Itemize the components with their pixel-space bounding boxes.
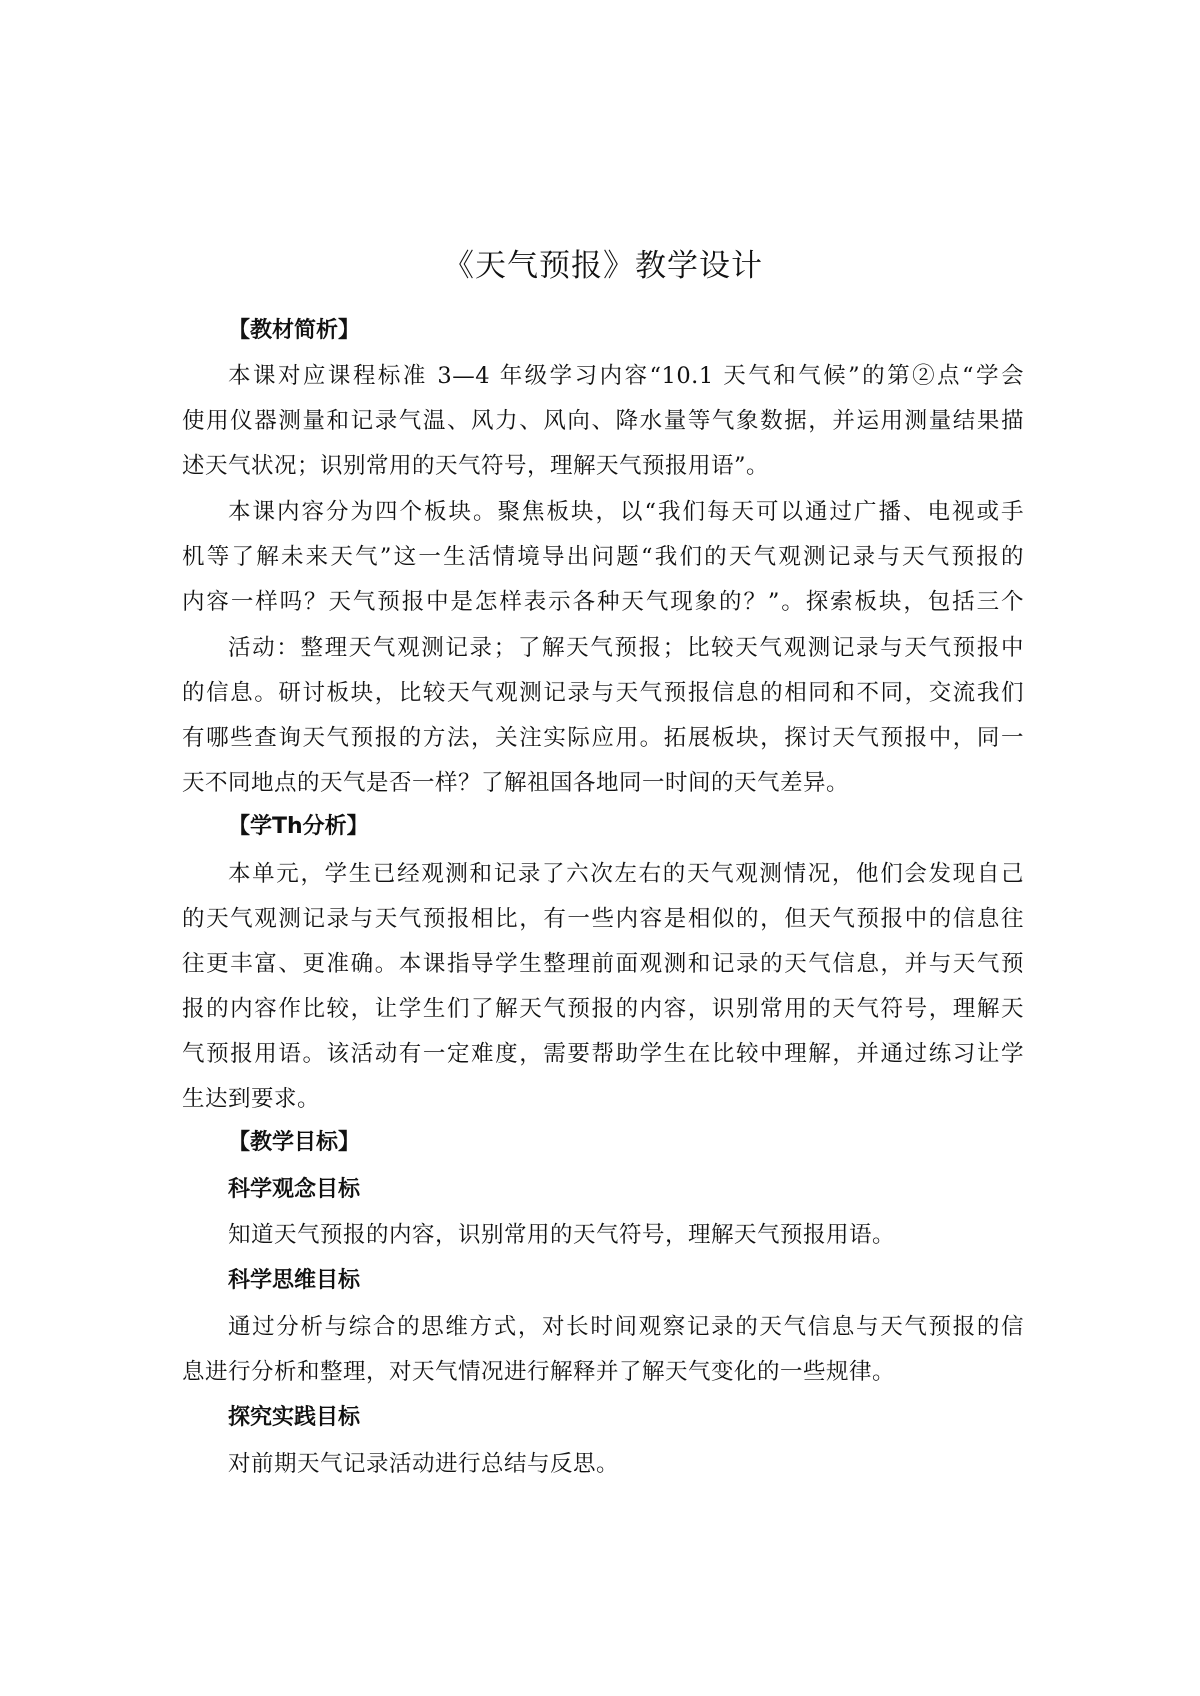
document-title: 《天气预报》教学设计 — [443, 248, 763, 284]
text-line: 述天气状况；识别常用的天气符号，理解天气预报用语”。 — [182, 453, 770, 479]
subheading-thinking-goal: 科学思维目标 — [228, 1268, 361, 1293]
text-line: 有哪些查询天气预报的方法，关注实际应用。拓展板块，探讨天气预报中，同一 — [182, 725, 1024, 751]
text-line: 本课内容分为四个板块。聚焦板块，以“我们每天可以通过广播、电视或手 — [228, 499, 1024, 525]
text-line: 本单元，学生已经观测和记录了六次左右的天气观测情况，他们会发现自己 — [228, 861, 1024, 887]
text-line: 报的内容作比较，让学生们了解天气预报的内容，识别常用的天气符号，理解天 — [182, 996, 1024, 1022]
text-line: 对前期天气记录活动进行总结与反思。 — [228, 1451, 620, 1477]
text-line: 的天气观测记录与天气预报相比，有一些内容是相似的，但天气预报中的信息往 — [182, 906, 1024, 932]
text-line: 天不同地点的天气是否一样？了解祖国各地同一时间的天气差异。 — [182, 770, 850, 796]
text-line: 息进行分析和整理，对天气情况进行解释并了解天气变化的一些规律。 — [182, 1359, 896, 1385]
subheading-practice-goal: 探究实践目标 — [228, 1405, 361, 1430]
text-line: 使用仪器测量和记录气温、风力、风向、降水量等气象数据，并运用测量结果描 — [182, 408, 1024, 434]
text-line: 本课对应课程标准 3—4 年级学习内容“10.1 天气和气候”的第②点“学会 — [228, 363, 1024, 389]
text-line: 往更丰富、更准确。本课指导学生整理前面观测和记录的天气信息，并与天气预 — [182, 951, 1024, 977]
text-line: 机等了解未来天气”这一生活情境导出问题“我们的天气观测记录与天气预报的 — [182, 544, 1024, 570]
text-line: 气预报用语。该活动有一定难度，需要帮助学生在比较中理解，并通过练习让学 — [182, 1041, 1024, 1067]
section-heading-student-analysis: 【学Th分析】 — [228, 814, 369, 839]
section-heading-teaching-goals: 【教学目标】 — [228, 1130, 361, 1155]
subheading-concept-goal: 科学观念目标 — [228, 1177, 361, 1202]
text-line: 通过分析与综合的思维方式，对长时间观察记录的天气信息与天气预报的信 — [228, 1314, 1024, 1340]
text-line: 生达到要求。 — [182, 1086, 321, 1112]
text-line: 知道天气预报的内容，识别常用的天气符号，理解天气预报用语。 — [228, 1222, 896, 1248]
text-line: 的信息。研讨板块，比较天气观测记录与天气预报信息的相同和不同，交流我们 — [182, 680, 1024, 706]
text-line: 内容一样吗？天气预报中是怎样表示各种天气现象的？”。探索板块，包括三个 — [182, 589, 1024, 615]
text-line: 活动：整理天气观测记录；了解天气预报；比较天气观测记录与天气预报中 — [228, 635, 1024, 661]
section-heading-material-analysis: 【教材简析】 — [228, 318, 361, 343]
